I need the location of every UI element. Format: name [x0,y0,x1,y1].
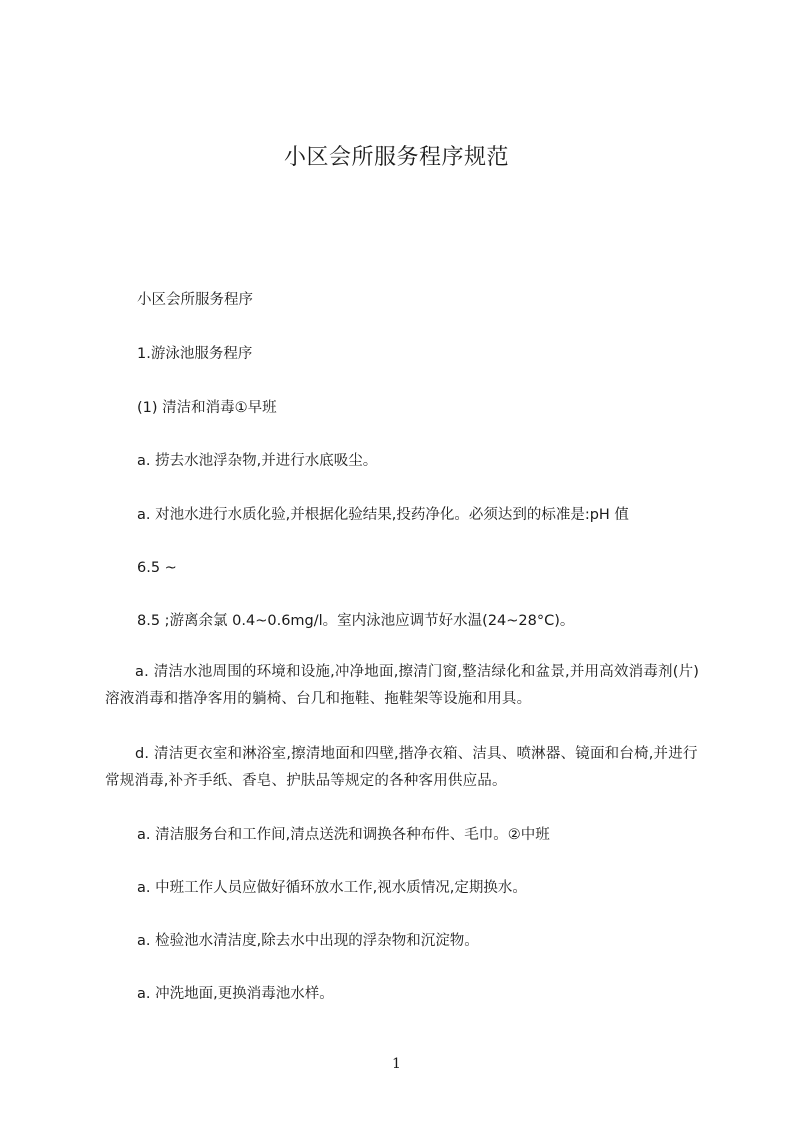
paragraph-chlorine: 8.5 ;游离余氯 0.4~0.6mg/l。室内泳池应调节好水温(24~28°C)。 [137,613,575,629]
subsection-heading: 1.游泳池服务程序 [137,346,253,362]
page-number: 1 [392,1056,401,1072]
paragraph-item: a. 中班工作人员应做好循环放水工作,视水质情况,定期换水。 [137,880,527,896]
document-title: 小区会所服务程序规范 [283,145,509,170]
paragraph-item: a. 对池水进行水质化验,并根据化验结果,投药净化。必须达到的标准是:pH 值 [137,507,629,523]
paragraph-cleaning-heading: (1) 清洁和消毒①早班 [137,400,277,416]
paragraph-item-wrapped: a. 清洁水池周围的环境和设施,冲净地面,擦清门窗,整洁绿化和盆景,并用高效消毒剂(片)溶液消毒和揩净客用的躺椅、台几和拖鞋、拖鞋架等设施和用具。 [105,664,700,707]
paragraph-item-wrapped: d. 清洁更衣室和淋浴室,擦清地面和四壁,揩净衣箱、洁具、喷淋器、镜面和台椅,并进行常规消毒,补齐手纸、香皂、护肤品等规定的各种客用供应品。 [105,746,698,789]
section-heading: 小区会所服务程序 [137,292,253,308]
paragraph-item: a. 检验池水清洁度,除去水中出现的浮杂物和沉淀物。 [137,933,479,949]
paragraph-ph-range: 6.5 ~ [137,560,177,576]
paragraph-item: a. 捞去水池浮杂物,并进行水底吸尘。 [137,453,378,469]
paragraph-item: a. 冲洗地面,更换消毒池水样。 [137,986,334,1002]
paragraph-item: a. 清洁服务台和工作间,清点送洗和调换各种布件、毛巾。②中班 [137,827,550,843]
